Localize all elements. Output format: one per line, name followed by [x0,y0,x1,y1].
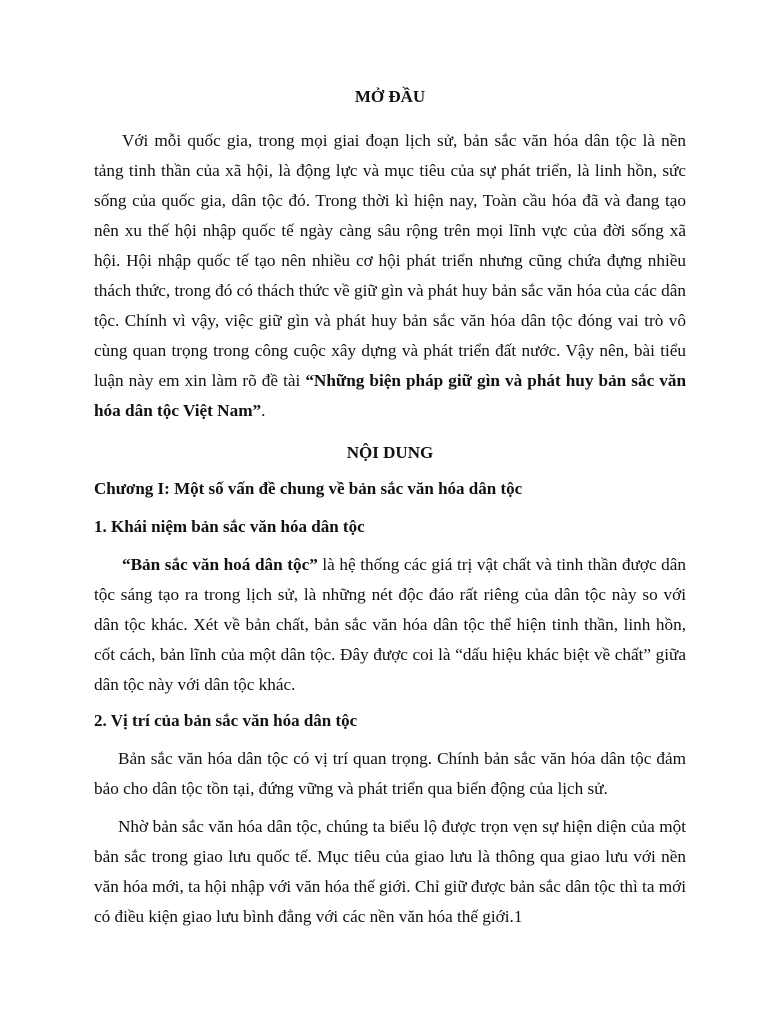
section2-paragraph-1: Bản sắc văn hóa dân tộc có vị trí quan trọng. Chính bản sắc văn hóa dân tộc đảm bảo cho dân tộc tồn tại, đứng vững và phát triển qua biến động của lịch sử. [94,749,686,798]
content-title: NỘI DUNG [346,443,434,462]
section2-heading: 2. Vị trí của bản sắc văn hóa dân tộc [94,711,358,730]
intro-paragraph [94,126,686,426]
intro-topic-title: “Những biện pháp giữ gìn và phát huy bản sắc văn hóa dân tộc Việt Nam” [94,371,686,420]
intro-paragraph-end: . [261,401,266,420]
section1-term: “Bản sắc văn hoá dân tộc” [122,555,318,574]
section1-paragraph [94,550,686,700]
section1-text: là hệ thống các giá trị vật chất và tinh thần được dân tộc sáng tạo ra trong lịch sử, là những nét độc đáo rất riêng của dân tộc này so với dân tộc khác. Xét về bản chất, bản sắc văn hóa dân tộc thể hiện tinh thần, linh hồn, cốt cách, bản lĩnh của một dân tộc. Đây được coi là “dấu hiệu khác biệt về chất” giữa dân tộc này với dân tộc khác. [94,555,686,694]
section2-paragraph-2: Nhờ bản sắc văn hóa dân tộc, chúng ta biểu lộ được trọn vẹn sự hiện diện của một bản sắc trong giao lưu quốc tế. Mục tiêu của giao lưu là thông qua giao lưu với nền văn hóa mới, ta hội nhập với văn hóa thế giới. Chỉ giữ được bản sắc dân tộc thì ta mới có điều kiện giao lưu bình đẳng với các nền văn hóa thế giới.1 [94,817,686,926]
section1-heading: 1. Khái niệm bản sắc văn hóa dân tộc [94,517,365,536]
intro-title: MỞ ĐẦU [354,87,426,106]
chapter-heading: Chương I: Một số vấn đề chung về bản sắc văn hóa dân tộc [94,479,523,498]
intro-paragraph-text: Với mỗi quốc gia, trong mọi giai đoạn lịch sử, bản sắc văn hóa dân tộc là nền tảng tinh thần của xã hội, là động lực và mục tiêu của sự phát triển, là linh hồn, sức sống của quốc gia, dân tộc đó. Trong thời kì hiện nay, Toàn cầu hóa đã và đang tạo nên xu thế hội nhập quốc tế ngày càng sâu rộng trên mọi lĩnh vực của đời sống xã hội. Hội nhập quốc tế tạo nên nhiều cơ hội phát triển nhưng cũng chứa đựng nhiều thách thức, trong đó có thách thức về giữ gìn và phát huy bản sắc văn hóa của các dân tộc. Chính vì vậy, việc giữ gìn và phát huy bản sắc văn hóa dân tộc đóng vai trò vô cùng quan trọng trong công cuộc xây dựng và phát triển đất nước. Vậy nên, bài tiểu luận này em xin làm rõ đề tài [94,131,686,390]
